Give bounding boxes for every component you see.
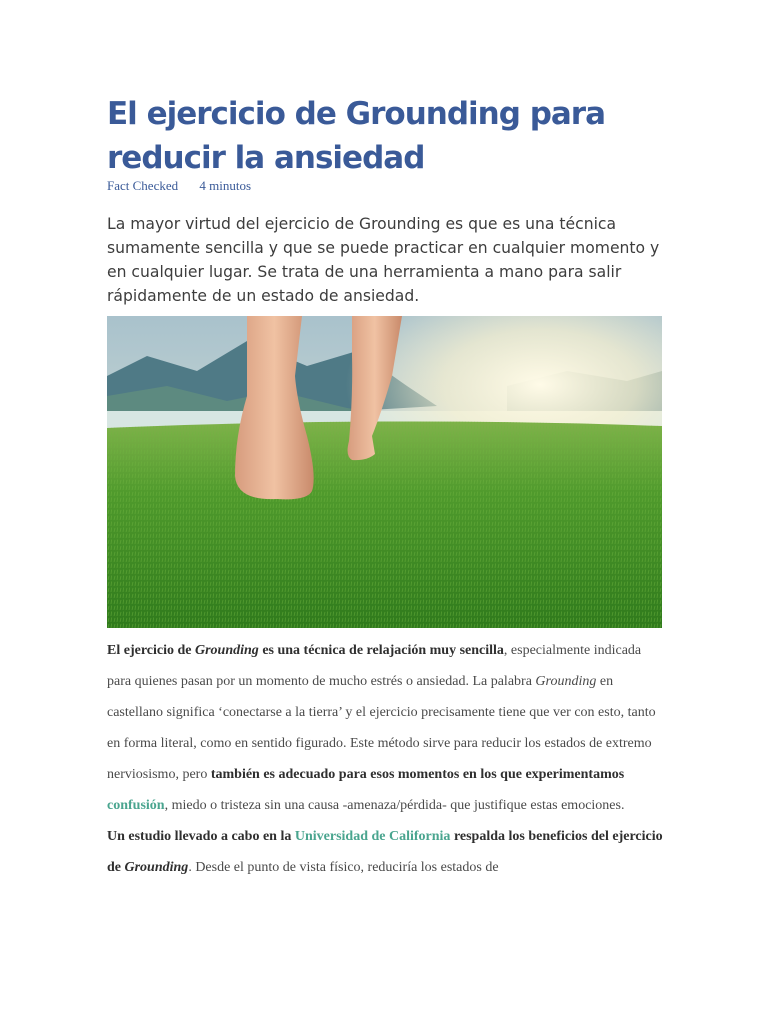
term-grounding: Grounding: [124, 860, 189, 875]
bold-segment: respalda los beneficios del ejercicio de: [107, 829, 663, 875]
article-title: El ejercicio de Grounding para reducir la ansiedad: [107, 96, 606, 176]
bare-feet-walking-on-grass-photo: [107, 316, 662, 628]
term-grounding: Grounding: [195, 643, 259, 658]
bold-intro: El ejercicio de: [107, 643, 195, 658]
lead-paragraph: La mayor virtud del ejercicio de Grounding es que es una técnica sumamente sencilla y que se puede practicar en cualquier momento y en cualquier lugar. Se trata de una herramienta a mano para salir rápidamente de un estado de ansiedad.: [107, 215, 660, 305]
article-meta: [107, 178, 269, 194]
bold-segment: también es adecuado para esos momentos en los que experimentamos: [210, 767, 625, 782]
fact-checked-label[interactable]: Fact Checked: [107, 178, 179, 193]
body-paragraph: [107, 635, 667, 883]
bold-intro-tail: es una técnica de relajación muy sencilla: [258, 643, 504, 658]
text-segment: , miedo o tristeza sin una causa -amenaza/pérdida- que justifique estas emociones.: [164, 798, 625, 813]
text-segment: . Desde el punto de vista físico, reduciría los estados de: [188, 860, 499, 875]
bold-segment: Un estudio llevado a cabo en la: [107, 829, 295, 844]
read-time: 4 minutos: [199, 178, 252, 193]
link-confusion[interactable]: confusión: [107, 798, 165, 813]
text-segment: , especialmente indicada para quienes pasan por un momento de mucho estrés o ansiedad. La palabra: [107, 643, 642, 689]
term-grounding: Grounding: [535, 674, 597, 689]
hero-image: [107, 316, 662, 628]
link-universidad-california[interactable]: Universidad de California: [294, 829, 451, 844]
text-segment: en castellano significa ‘conectarse a la tierra’ y el ejercicio precisamente tiene que ver con esto, tanto en forma literal, como en sentido figurado. Este método sirve para reducir los estados de extremo nerviosismo, pero: [107, 674, 656, 782]
